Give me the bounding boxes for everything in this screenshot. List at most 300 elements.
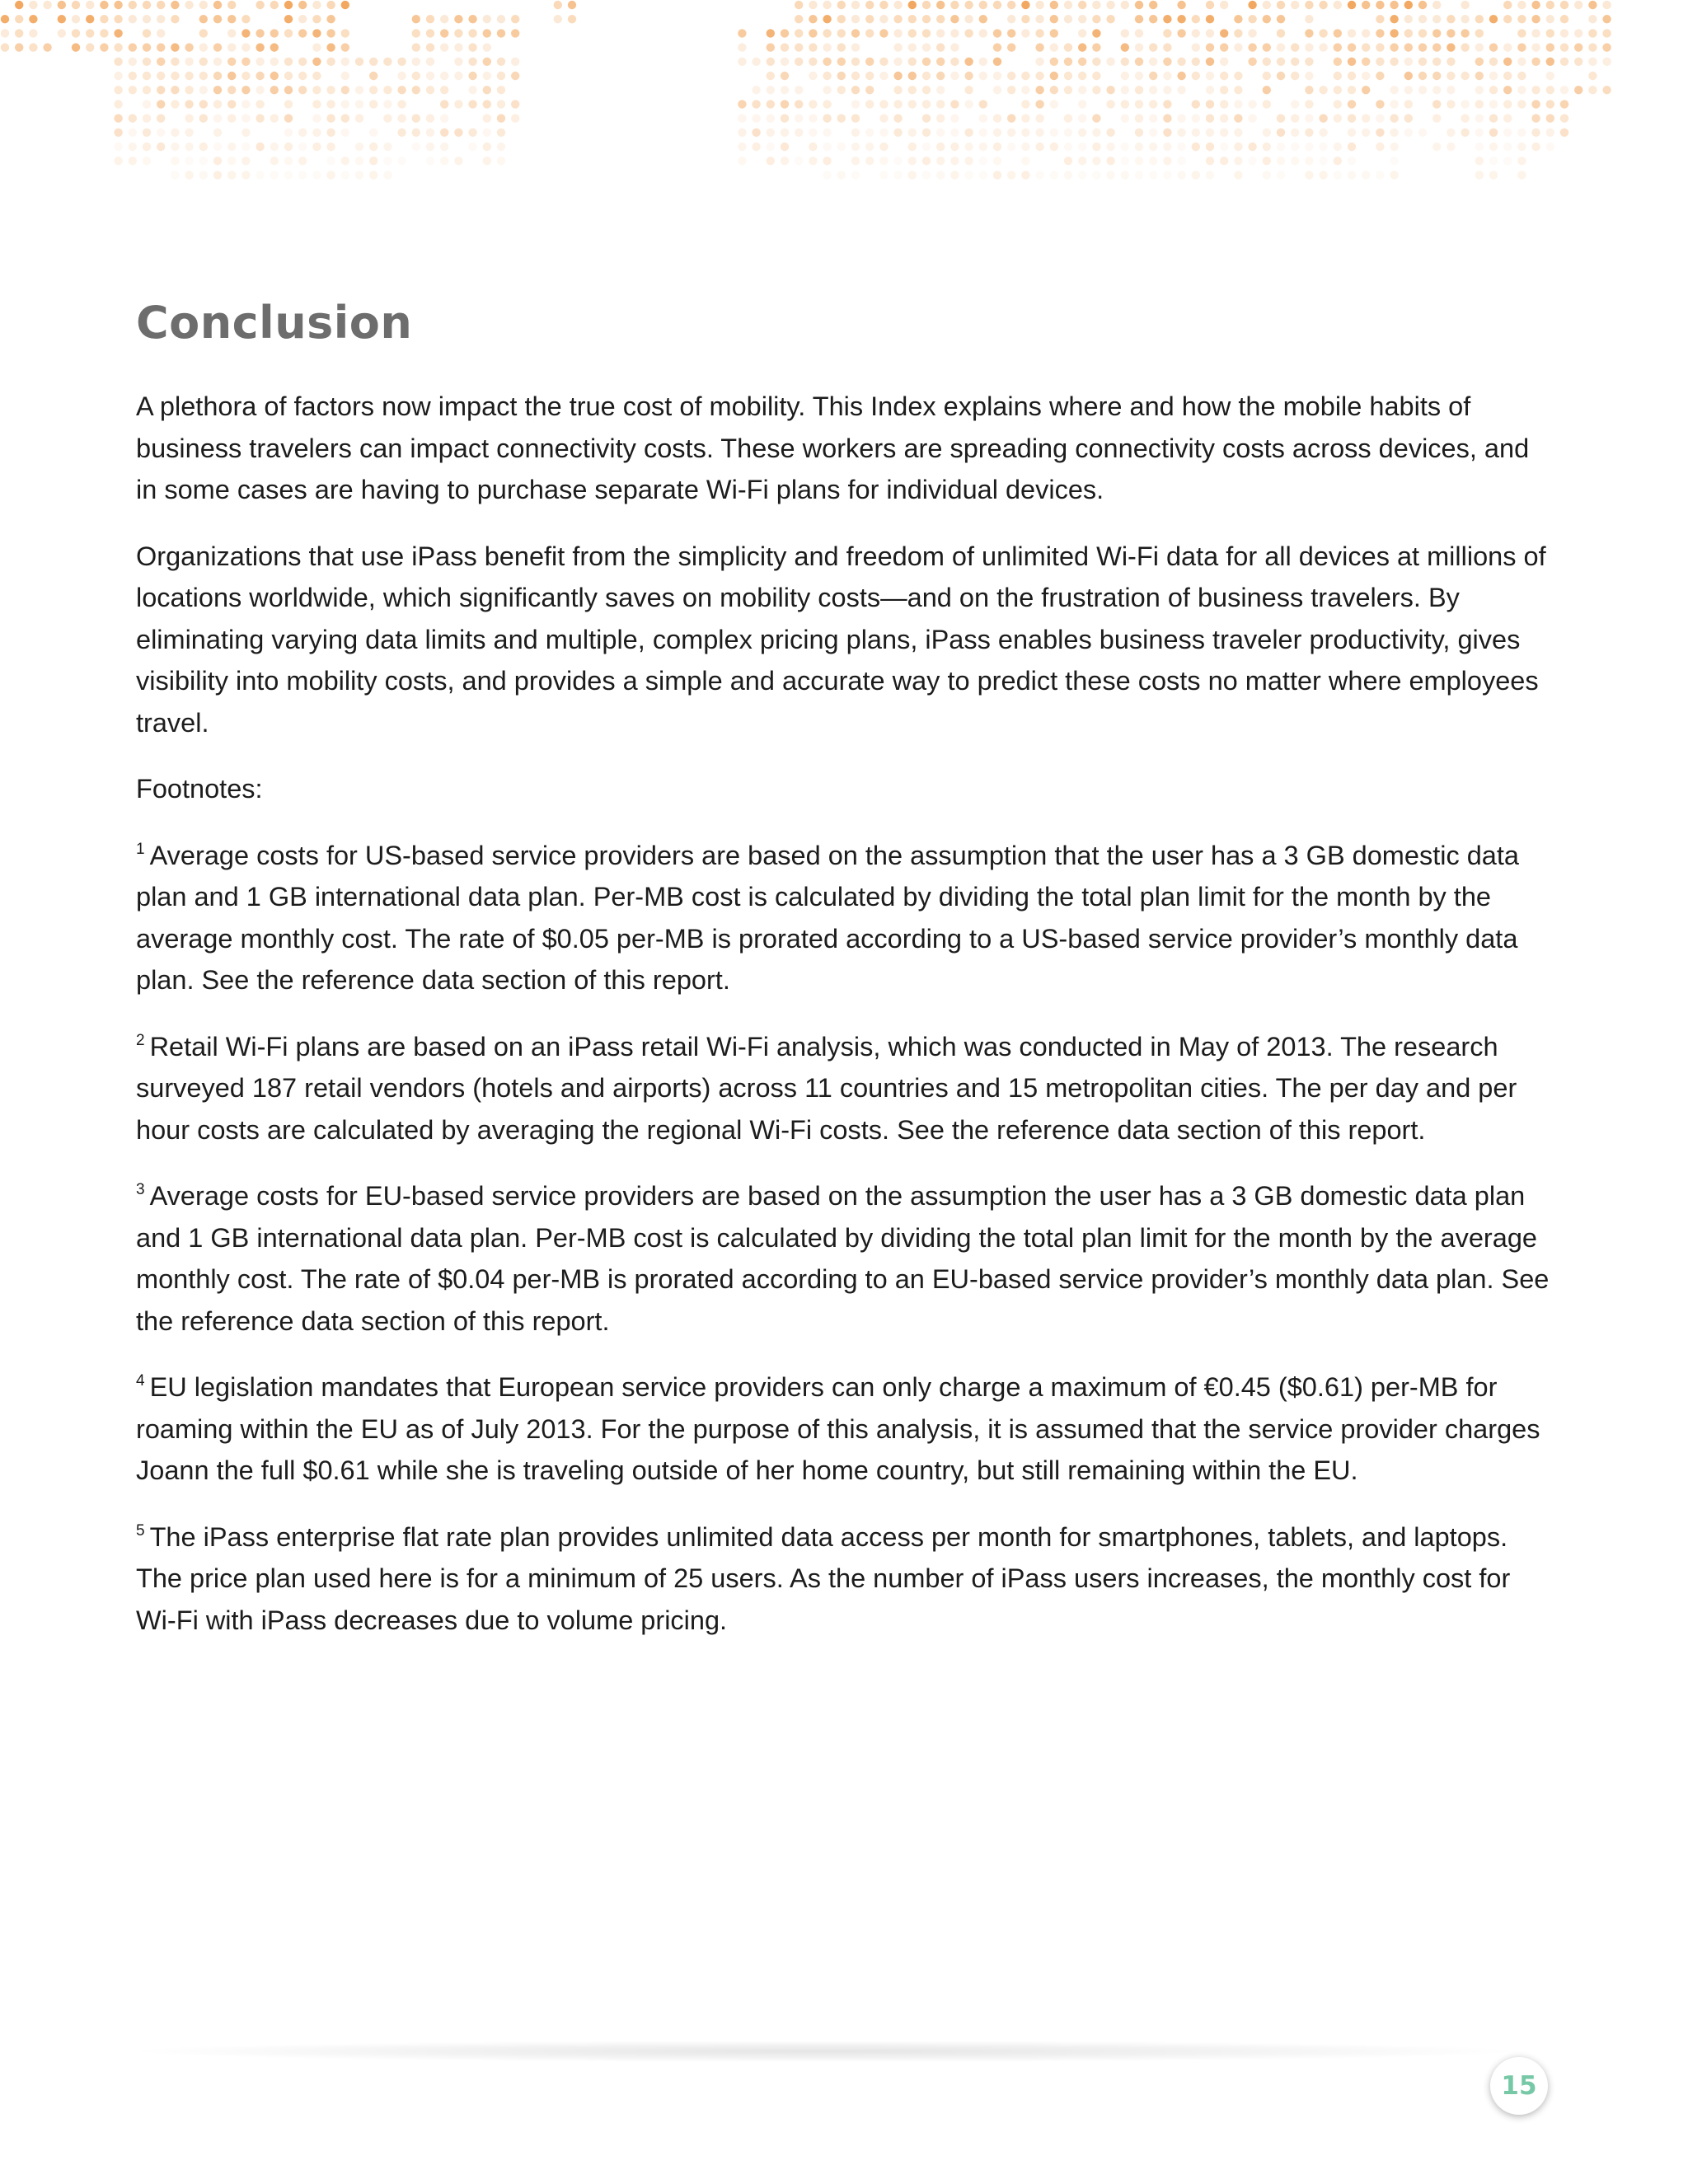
- map-dot: [1531, 86, 1540, 94]
- map-dot: [1291, 43, 1299, 51]
- map-dot: [1177, 58, 1185, 66]
- map-dot: [950, 58, 959, 66]
- map-dot: [1376, 29, 1384, 37]
- map-dot: [1234, 129, 1242, 137]
- map-dot: [1390, 129, 1398, 137]
- map-dot: [1106, 1, 1114, 9]
- map-dot: [795, 129, 803, 137]
- map-dot: [15, 29, 23, 37]
- map-dot: [1035, 100, 1043, 108]
- map-dot: [1177, 29, 1185, 37]
- map-dot: [312, 129, 321, 137]
- map-dot: [241, 15, 250, 23]
- map-dot: [100, 15, 108, 23]
- map-dot: [157, 58, 165, 66]
- map-dot: [979, 143, 987, 151]
- map-dot: [397, 157, 406, 165]
- map-dot: [1489, 43, 1498, 51]
- map-dot: [1546, 43, 1554, 51]
- map-dot: [964, 100, 973, 108]
- map-dot: [1050, 43, 1058, 51]
- map-dot: [326, 15, 335, 23]
- map-dot: [1149, 143, 1157, 151]
- map-dot: [1092, 58, 1100, 66]
- map-dot: [1163, 171, 1171, 179]
- footnote-text: Retail Wi-Fi plans are based on an iPass retail Wi-Fi analysis, which was conducted in May of 2013. The research surveyed 187 retail vendors (hotels and airports) across 11 countries and 15 metropolitan cities. The per day and per hour costs are calculated by averaging the regional Wi-Fi costs. See the reference data section of this report.: [136, 1031, 1517, 1145]
- map-dot: [809, 58, 817, 66]
- map-dot: [1560, 129, 1568, 137]
- map-dot: [1432, 1, 1441, 9]
- map-dot: [369, 171, 377, 179]
- map-dot: [879, 1, 888, 9]
- map-dot: [837, 86, 846, 94]
- map-dot: [1248, 100, 1256, 108]
- map-dot: [979, 157, 987, 165]
- map-dot: [1078, 157, 1086, 165]
- map-dot: [1248, 114, 1256, 122]
- map-dot: [100, 29, 108, 37]
- map-dot: [1503, 15, 1512, 23]
- map-dot: [1475, 157, 1484, 165]
- map-dot: [171, 58, 179, 66]
- map-dot: [1206, 114, 1214, 122]
- map-dot: [1517, 171, 1526, 179]
- map-dot: [440, 114, 448, 122]
- map-dot: [1064, 72, 1072, 80]
- map-dot: [1135, 100, 1143, 108]
- map-dot: [1291, 1, 1299, 9]
- map-dot: [1531, 143, 1540, 151]
- map-dot: [1531, 58, 1540, 66]
- map-dot: [241, 157, 250, 165]
- map-dot: [1348, 114, 1356, 122]
- map-dot: [908, 157, 917, 165]
- map-dot: [143, 100, 151, 108]
- map-dot: [157, 1, 165, 9]
- map-dot: [1050, 143, 1058, 151]
- map-dot: [114, 29, 122, 37]
- map-dot: [1064, 143, 1072, 151]
- map-dot: [241, 58, 250, 66]
- map-dot: [795, 58, 803, 66]
- map-dot: [823, 15, 831, 23]
- map-dot: [809, 143, 817, 151]
- map-dot: [326, 143, 335, 151]
- map-dot: [171, 86, 179, 94]
- map-dot: [1404, 72, 1413, 80]
- map-dot: [157, 86, 165, 94]
- conclusion-paragraph-1: A plethora of factors now impact the true cost of mobility. This Index explains where and how the mobile habits of business travelers can impact connectivity costs. These workers are spreading connectivity costs across devices, and in some cases are having to purchase separate Wi-Fi plans for individual devices.: [136, 391, 1530, 504]
- map-dot: [1418, 58, 1427, 66]
- map-dot: [284, 157, 293, 165]
- map-dot: [1106, 171, 1114, 179]
- footnote-4: [136, 1366, 1554, 1492]
- map-dot: [936, 29, 945, 37]
- map-dot: [1078, 43, 1086, 51]
- map-dot: [383, 58, 392, 66]
- map-dot: [1149, 129, 1157, 137]
- map-dot: [171, 143, 179, 151]
- map-dot: [1546, 29, 1554, 37]
- map-dot: [312, 72, 321, 80]
- map-dot: [1220, 29, 1228, 37]
- map-dot: [922, 100, 931, 108]
- map-dot: [1149, 43, 1157, 51]
- map-dot: [1531, 29, 1540, 37]
- map-dot: [1447, 29, 1455, 37]
- map-dot: [383, 100, 392, 108]
- map-dot: [1574, 1, 1582, 9]
- map-dot: [1475, 43, 1484, 51]
- map-dot: [213, 15, 222, 23]
- footnote-marker: 5: [136, 1521, 145, 1540]
- map-dot: [950, 100, 959, 108]
- map-dot: [1348, 29, 1356, 37]
- map-dot: [936, 157, 945, 165]
- map-dot: [227, 143, 236, 151]
- map-dot: [312, 100, 321, 108]
- map-dot: [270, 114, 279, 122]
- map-dot: [511, 114, 519, 122]
- map-dot: [979, 15, 987, 23]
- map-dot: [227, 43, 236, 51]
- map-dot: [1588, 58, 1597, 66]
- map-dot: [58, 15, 66, 23]
- map-dot: [1007, 129, 1015, 137]
- map-dot: [440, 100, 448, 108]
- map-dot: [1064, 1, 1072, 9]
- map-dot: [1277, 1, 1285, 9]
- map-dot: [1035, 114, 1043, 122]
- map-dot: [426, 157, 434, 165]
- map-dot: [1163, 157, 1171, 165]
- map-dot: [1, 29, 9, 37]
- map-dot: [1064, 58, 1072, 66]
- map-dot: [1149, 157, 1157, 165]
- map-dot: [72, 29, 80, 37]
- map-dot: [1035, 86, 1043, 94]
- map-dot: [781, 58, 789, 66]
- map-dot: [454, 157, 462, 165]
- map-dot: [993, 129, 1001, 137]
- map-dot: [312, 171, 321, 179]
- map-dot: [893, 72, 902, 80]
- map-dot: [29, 1, 37, 9]
- map-dot: [440, 143, 448, 151]
- map-dot: [795, 114, 803, 122]
- map-dot: [1334, 58, 1342, 66]
- map-dot: [1078, 129, 1086, 137]
- map-dot: [157, 43, 165, 51]
- map-dot: [1574, 86, 1582, 94]
- map-dot: [29, 29, 37, 37]
- map-dot: [1418, 72, 1427, 80]
- map-dot: [213, 43, 222, 51]
- map-dot: [1192, 29, 1200, 37]
- map-dot: [1489, 72, 1498, 80]
- map-dot: [157, 72, 165, 80]
- map-dot: [1092, 114, 1100, 122]
- map-dot: [143, 157, 151, 165]
- map-dot: [1418, 15, 1427, 23]
- map-dot: [426, 129, 434, 137]
- map-dot: [781, 143, 789, 151]
- map-dot: [426, 15, 434, 23]
- map-dot: [1021, 72, 1029, 80]
- map-dot: [15, 43, 23, 51]
- map-dot: [908, 1, 917, 9]
- map-dot: [1489, 15, 1498, 23]
- map-dot: [1092, 43, 1100, 51]
- map-dot: [199, 171, 208, 179]
- map-dot: [298, 157, 307, 165]
- map-dot: [185, 1, 193, 9]
- map-dot: [1376, 58, 1384, 66]
- map-dot: [893, 29, 902, 37]
- map-dot: [1305, 1, 1313, 9]
- map-dot: [1149, 15, 1157, 23]
- map-dot: [1461, 1, 1469, 9]
- map-dot: [298, 1, 307, 9]
- map-dot: [298, 129, 307, 137]
- map-dot: [1135, 29, 1143, 37]
- map-dot: [114, 1, 122, 9]
- map-dot: [795, 86, 803, 94]
- map-dot: [185, 143, 193, 151]
- map-dot: [284, 86, 293, 94]
- map-dot: [341, 171, 349, 179]
- footnote-1: [136, 835, 1554, 1001]
- map-dot: [241, 86, 250, 94]
- map-dot: [1064, 129, 1072, 137]
- map-dot: [1588, 72, 1597, 80]
- map-dot: [1149, 1, 1157, 9]
- map-dot: [1149, 100, 1157, 108]
- map-dot: [1277, 58, 1285, 66]
- map-dot: [483, 143, 491, 151]
- map-dot: [1291, 114, 1299, 122]
- map-dot: [270, 86, 279, 94]
- map-dot: [1149, 114, 1157, 122]
- map-dot: [355, 58, 363, 66]
- map-dot: [483, 72, 491, 80]
- map-dot: [1092, 86, 1100, 94]
- map-dot: [1475, 58, 1484, 66]
- map-dot: [767, 157, 775, 165]
- map-dot: [114, 15, 122, 23]
- map-dot: [397, 58, 406, 66]
- map-dot: [171, 100, 179, 108]
- map-dot: [936, 58, 945, 66]
- map-dot: [1305, 114, 1313, 122]
- map-dot: [1078, 58, 1086, 66]
- map-dot: [312, 1, 321, 9]
- map-dot: [1135, 86, 1143, 94]
- map-dot: [1602, 58, 1611, 66]
- map-dot: [851, 72, 860, 80]
- map-dot: [1475, 29, 1484, 37]
- map-dot: [1390, 58, 1398, 66]
- map-dot: [312, 43, 321, 51]
- map-dot: [213, 58, 222, 66]
- map-dot: [993, 171, 1001, 179]
- map-dot: [1517, 29, 1526, 37]
- map-dot: [1432, 43, 1441, 51]
- map-dot: [1248, 143, 1256, 151]
- map-dot: [837, 1, 846, 9]
- map-dot: [964, 29, 973, 37]
- map-dot: [1489, 171, 1498, 179]
- map-dot: [823, 157, 831, 165]
- map-dot: [241, 72, 250, 80]
- map-dot: [1546, 86, 1554, 94]
- map-dot: [893, 114, 902, 122]
- map-dot: [1206, 171, 1214, 179]
- map-dot: [1121, 43, 1129, 51]
- map-dot: [312, 86, 321, 94]
- map-dot: [1050, 58, 1058, 66]
- map-dot: [114, 114, 122, 122]
- map-dot: [1447, 15, 1455, 23]
- map-dot: [1489, 86, 1498, 94]
- map-dot: [1531, 114, 1540, 122]
- map-dot: [298, 171, 307, 179]
- map-dot: [1135, 157, 1143, 165]
- map-dot: [1291, 129, 1299, 137]
- map-dot: [1248, 1, 1256, 9]
- map-dot: [355, 86, 363, 94]
- map-dot: [993, 143, 1001, 151]
- map-dot: [1220, 129, 1228, 137]
- map-dot: [950, 29, 959, 37]
- map-dot: [497, 143, 505, 151]
- footnote-marker: 3: [136, 1181, 145, 1198]
- map-dot: [1248, 43, 1256, 51]
- map-dot: [383, 86, 392, 94]
- map-dot: [114, 86, 122, 94]
- map-dot: [1602, 43, 1611, 51]
- map-dot: [1192, 15, 1200, 23]
- map-dot: [199, 43, 208, 51]
- map-dot: [468, 72, 476, 80]
- map-dot: [227, 114, 236, 122]
- map-dot: [1404, 86, 1413, 94]
- page-title: Conclusion: [136, 297, 413, 349]
- map-dot: [86, 43, 94, 51]
- map-dot: [185, 129, 193, 137]
- map-dot: [1234, 143, 1242, 151]
- map-dot: [993, 114, 1001, 122]
- map-dot: [809, 29, 817, 37]
- map-dot: [171, 15, 179, 23]
- map-dot: [397, 86, 406, 94]
- map-dot: [1234, 15, 1242, 23]
- map-dot: [1390, 29, 1398, 37]
- map-dot: [1192, 43, 1200, 51]
- map-dot: [865, 1, 874, 9]
- map-dot: [879, 143, 888, 151]
- map-dot: [936, 114, 945, 122]
- map-dot: [1206, 157, 1214, 165]
- map-dot: [1078, 15, 1086, 23]
- map-dot: [454, 15, 462, 23]
- map-dot: [1546, 58, 1554, 66]
- map-dot: [1149, 58, 1157, 66]
- map-dot: [143, 15, 151, 23]
- map-dot: [1432, 72, 1441, 80]
- footnote-marker: 1: [136, 840, 145, 858]
- map-dot: [497, 58, 505, 66]
- map-dot: [497, 72, 505, 80]
- map-dot: [114, 157, 122, 165]
- map-dot: [1348, 43, 1356, 51]
- map-dot: [241, 29, 250, 37]
- map-dot: [1390, 114, 1398, 122]
- map-dot: [1050, 100, 1058, 108]
- map-dot: [1277, 72, 1285, 80]
- map-dot: [1263, 43, 1271, 51]
- map-dot: [1390, 43, 1398, 51]
- map-dot: [1503, 86, 1512, 94]
- map-dot: [326, 100, 335, 108]
- map-dot: [369, 72, 377, 80]
- map-dot: [1602, 1, 1611, 9]
- footnote-text: The iPass enterprise flat rate plan provides unlimited data access per month for smartphones, tablets, and laptops. The price plan used here is for a minimum of 25 users. As the number of iPass users increases, the monthly cost for Wi-Fi with iPass decreases due to volume pricing.: [136, 1521, 1511, 1635]
- map-dot: [809, 72, 817, 80]
- map-dot: [1390, 143, 1398, 151]
- map-dot: [1546, 15, 1554, 23]
- map-dot: [851, 100, 860, 108]
- map-dot: [993, 157, 1001, 165]
- map-dot: [1334, 1, 1342, 9]
- map-dot: [1291, 72, 1299, 80]
- map-dot: [1362, 86, 1370, 94]
- map-dot: [1121, 1, 1129, 9]
- map-dot: [1263, 1, 1271, 9]
- map-dot: [1546, 114, 1554, 122]
- map-dot: [1348, 72, 1356, 80]
- map-dot: [879, 129, 888, 137]
- map-dot: [752, 86, 760, 94]
- map-dot: [1206, 29, 1214, 37]
- map-dot: [1602, 15, 1611, 23]
- map-dot: [1106, 143, 1114, 151]
- map-dot: [1121, 100, 1129, 108]
- map-dot: [1078, 29, 1086, 37]
- map-dot: [922, 171, 931, 179]
- map-dot: [1376, 100, 1384, 108]
- map-dot: [454, 72, 462, 80]
- map-dot: [369, 157, 377, 165]
- map-dot: [752, 100, 760, 108]
- map-dot: [284, 114, 293, 122]
- map-dot: [1234, 29, 1242, 37]
- map-dot: [879, 29, 888, 37]
- map-dot: [767, 114, 775, 122]
- map-dot: [936, 143, 945, 151]
- map-dot: [1376, 72, 1384, 80]
- map-dot: [865, 100, 874, 108]
- map-dot: [369, 58, 377, 66]
- map-dot: [1135, 58, 1143, 66]
- map-dot: [440, 29, 448, 37]
- map-dot: [893, 15, 902, 23]
- map-dot: [270, 171, 279, 179]
- map-dot: [326, 114, 335, 122]
- map-dot: [781, 72, 789, 80]
- map-dot: [143, 114, 151, 122]
- map-dot: [511, 15, 519, 23]
